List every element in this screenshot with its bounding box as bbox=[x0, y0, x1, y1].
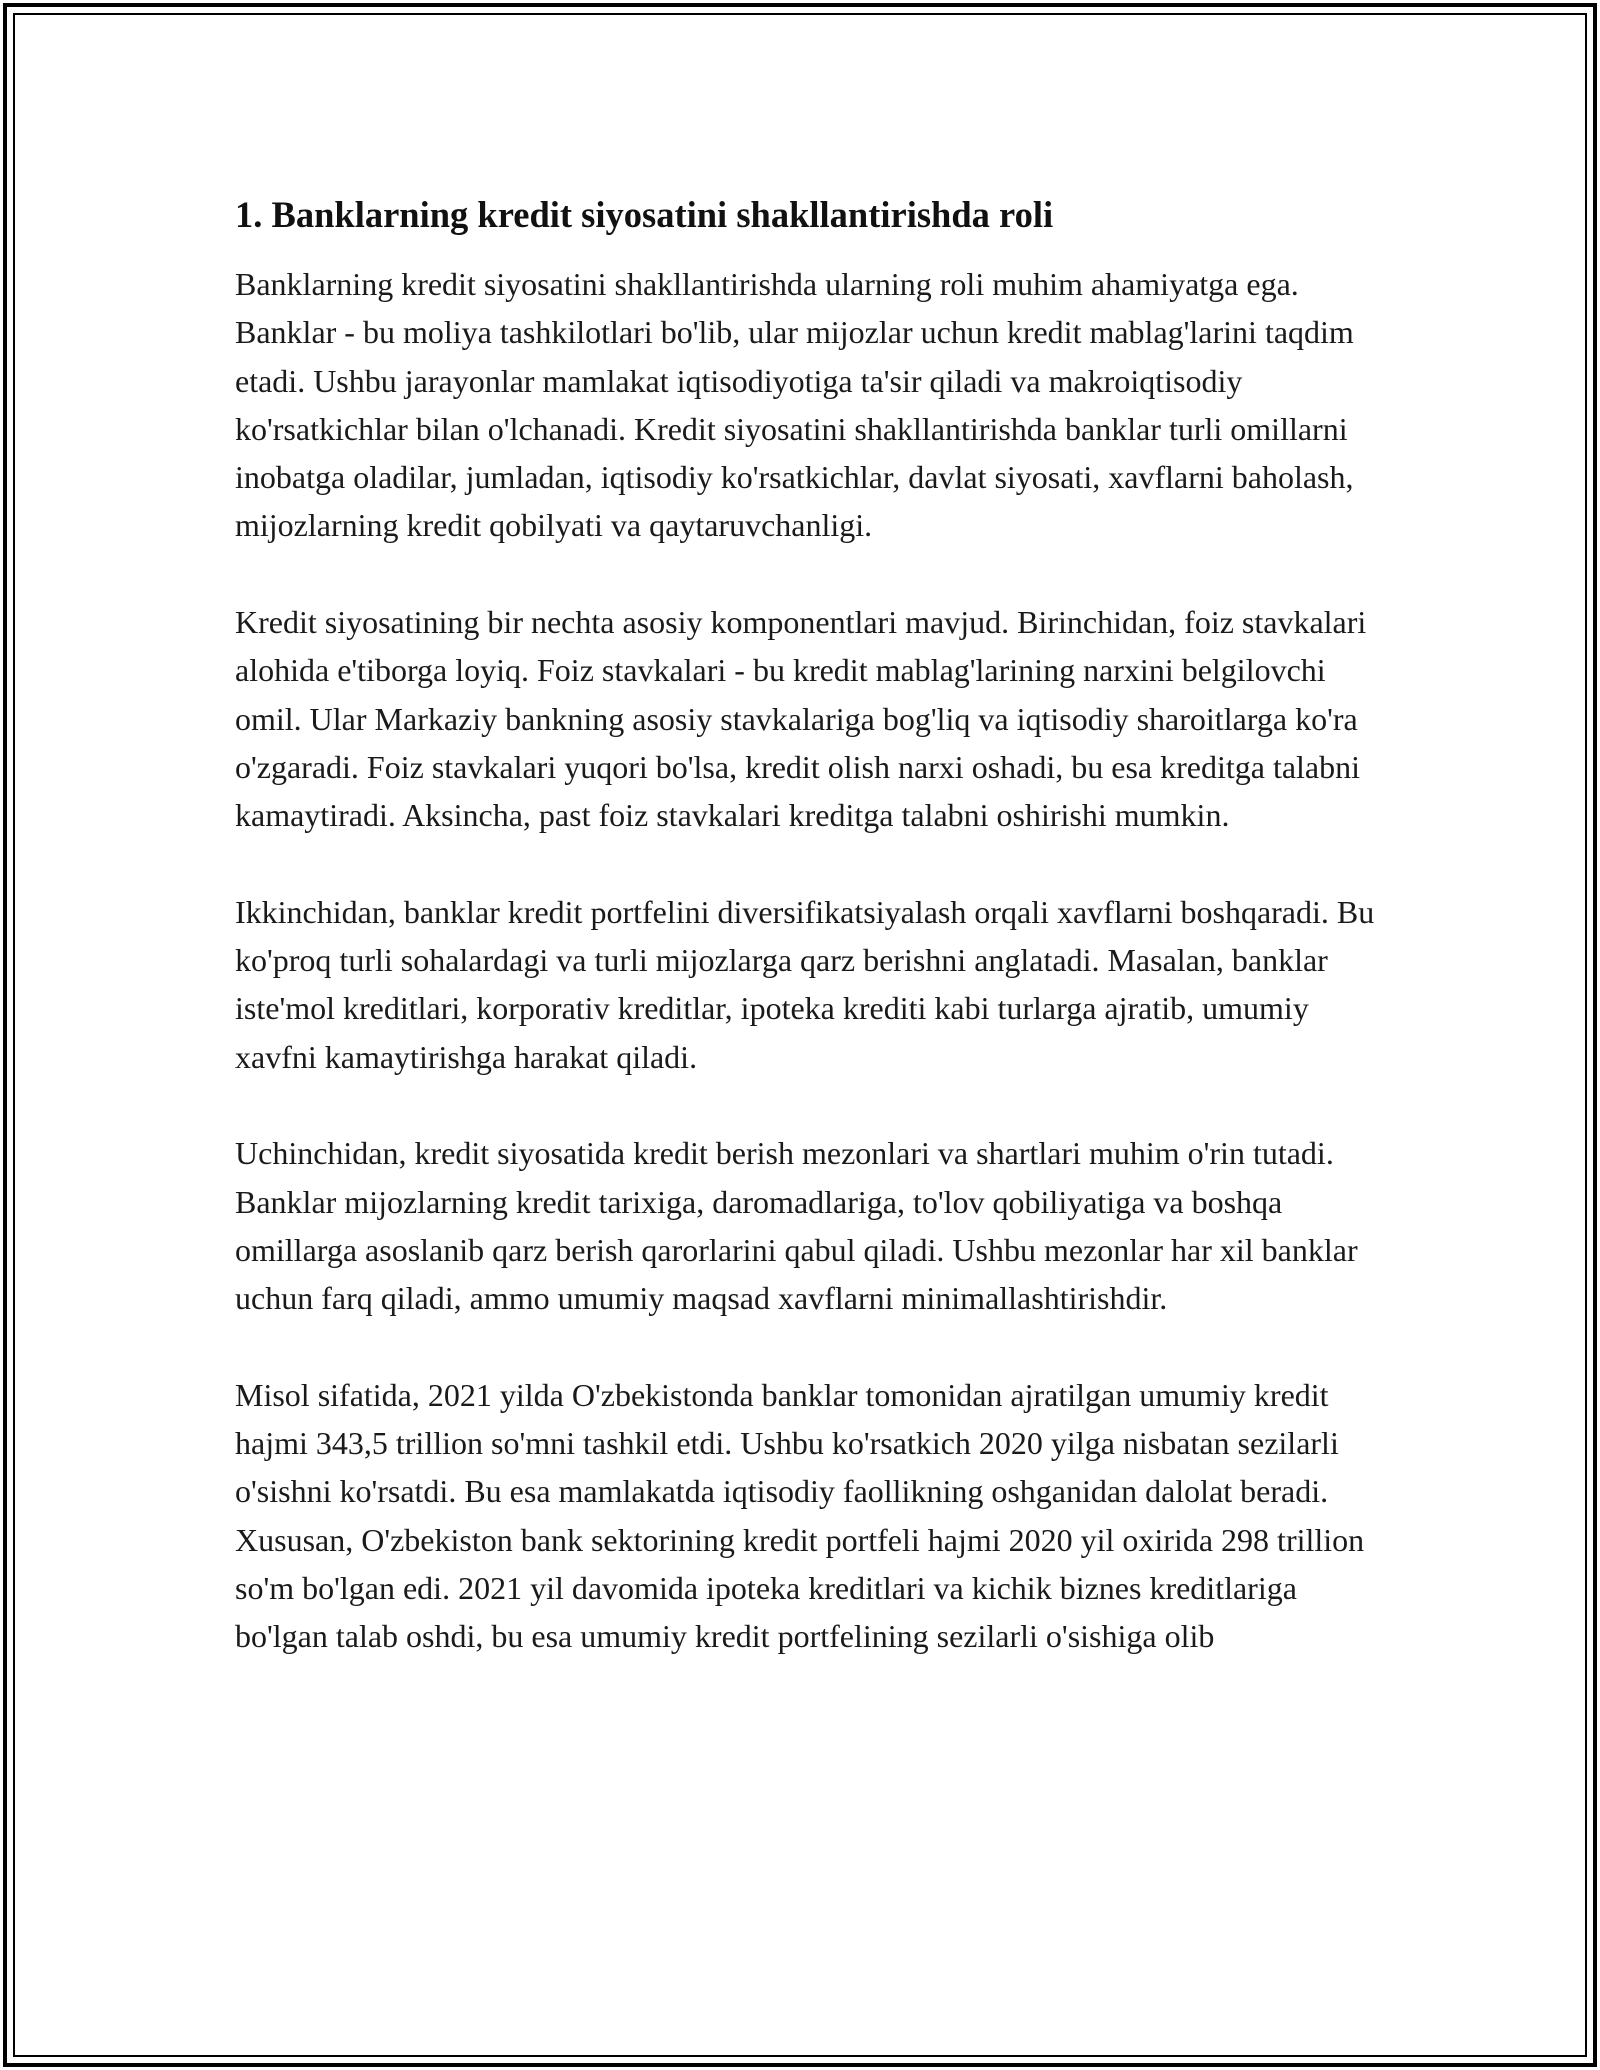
document-body bbox=[235, 190, 1375, 1709]
paragraph-1: Banklarning kredit siyosatini shakllantirishda ularning roli muhim ahamiyatga ega. Banklar - bu moliya tashkilotlari bo'lib, ular mijozlar uchun kredit mablag'larini taqdim etadi. Ushbu jarayonlar mamlakat iqtisodiyotiga ta'sir qiladi va makroiqtisodiy ko'rsatkichlar bilan o'lchanadi. Kredit siyosatini shakllantirishda banklar turli omillarni inobatga oladilar, jumladan, iqtisodiy ko'rsatkichlar, davlat siyosati, xavflarni baholash, mijozlarning kredit qobilyati va qaytaruvchanligi. bbox=[235, 266, 1354, 544]
paragraph-4: Uchinchidan, kredit siyosatida kredit berish mezonlari va shartlari muhim o'rin tutadi. Banklar mijozlarning kredit tarixiga, daromadlariga, to'lov qobiliyatiga va boshqa omillarga asoslanib qarz berish qarorlarini qabul qiladi. Ushbu mezonlar har xil banklar uchun farq qiladi, ammo umumiy maqsad xavflarni minimallashtirishdir. bbox=[235, 1135, 1358, 1317]
paragraph-3: Ikkinchidan, banklar kredit portfelini diversifikatsiyalash orqali xavflarni boshqaradi. Bu ko'proq turli sohalardagi va turli mijozlarga qarz berishni anglatadi. Masalan, banklar iste'mol kreditlari, korporativ kreditlar, ipoteka krediti kabi turlarga ajratib, umumiy xavfni kamaytirishga harakat qiladi. bbox=[235, 893, 1375, 1075]
paragraph-2: Kredit siyosatining bir nechta asosiy komponentlari mavjud. Birinchidan, foiz stavkalari alohida e'tiborga loyiq. Foiz stavkalari - bu kredit mablag'larining narxini belgilovchi omil. Ular Markaziy bankning asosiy stavkalariga bog'liq va iqtisodiy sharoitlarga ko'ra o'zgaradi. Foiz stavkalari yuqori bo'lsa, kredit olish narxi oshadi, bu esa kreditga talabni kamaytiradi. Aksincha, past foiz stavkalari kreditga talabni oshirishi mumkin. bbox=[235, 604, 1367, 834]
paragraph-5: Misol sifatida, 2021 yilda O'zbekistonda banklar tomonidan ajratilgan umumiy kredit hajmi 343,5 trillion so'mni tashkil etdi. Ushbu ko'rsatkich 2020 yilga nisbatan sezilarli o'sishni ko'rsatdi. Bu esa mamlakatda iqtisodiy faollikning oshganidan dalolat beradi. Xususan, O'zbekiston bank sektorining kredit portfeli hajmi 2020 yil oxirida 298 trillion so'm bo'lgan edi. 2021 yil davomida ipoteka kreditlari va kichik biznes kreditlariga bo'lgan talab oshdi, bu esa umumiy kredit portfelining sezilarli o'sishiga olib bbox=[235, 1376, 1365, 1655]
document-title: 1. Banklarning kredit siyosatini shakllantirishda roli bbox=[235, 194, 1054, 235]
